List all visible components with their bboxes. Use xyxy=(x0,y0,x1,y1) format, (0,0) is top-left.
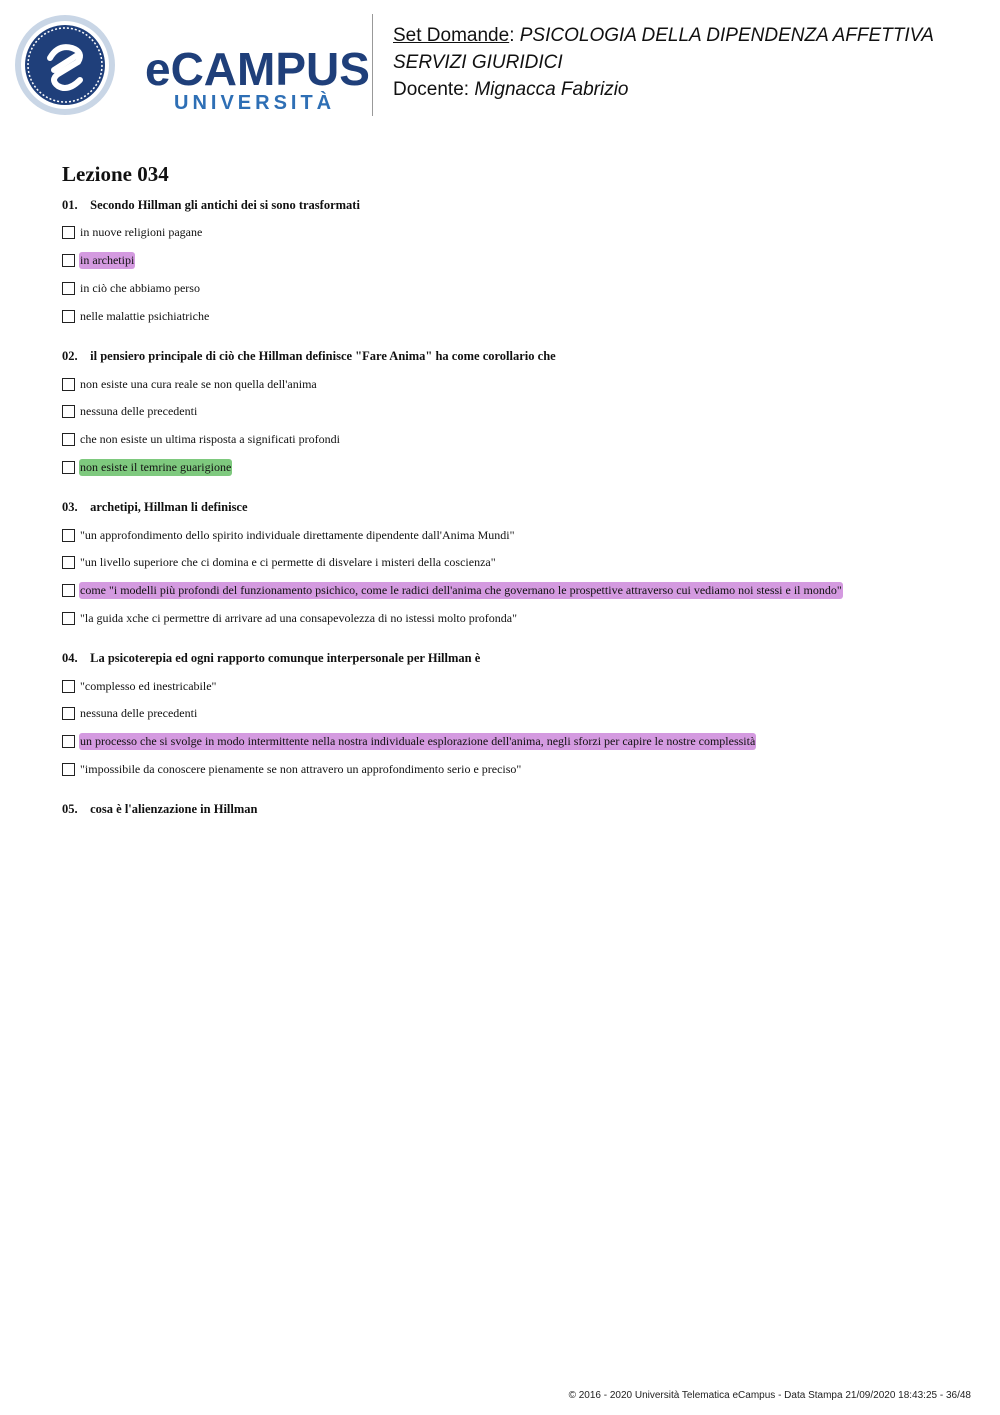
answer-option[interactable] xyxy=(62,224,203,241)
checkbox[interactable] xyxy=(62,461,75,474)
answer-option[interactable] xyxy=(62,582,843,599)
question-number: 03. xyxy=(62,500,78,514)
option-text: "complesso ed inestricabile" xyxy=(80,679,217,693)
question-number: 05. xyxy=(62,802,78,816)
answer-option[interactable] xyxy=(62,308,210,325)
page-footer: © 2016 - 2020 Università Telematica eCampus - Data Stampa 21/09/2020 18:43:25 - 36/48 xyxy=(568,1390,971,1401)
answer-option[interactable] xyxy=(62,252,135,269)
option-text: nessuna delle precedenti xyxy=(80,404,198,418)
answer-option[interactable] xyxy=(62,705,198,722)
answer-option[interactable] xyxy=(62,554,497,571)
checkbox[interactable] xyxy=(62,310,75,323)
checkbox[interactable] xyxy=(62,226,75,239)
answer-option[interactable] xyxy=(62,527,516,544)
option-text: che non esiste un ultima risposta a significati profondi xyxy=(80,432,340,446)
checkbox[interactable] xyxy=(62,707,75,720)
set-line-1: Set Domande: PSICOLOGIA DELLA DIPENDENZA AFFETTIVA xyxy=(393,25,934,46)
lesson-title: Lezione 034 xyxy=(62,162,169,186)
option-text: "un livello superiore che ci domina e ci permette di disvelare i misteri della coscienza" xyxy=(80,555,496,569)
option-text-highlighted: come "i modelli più profondi del funzionamento psichico, come le radici dell'anima che governano le prospettive attraverso cui vediamo noi stessi e il mondo" xyxy=(80,583,842,597)
checkbox[interactable] xyxy=(62,612,75,625)
checkbox[interactable] xyxy=(62,433,75,446)
answer-option[interactable] xyxy=(62,761,522,778)
question-2 xyxy=(62,349,556,364)
question-text: cosa è l'alienzazione in Hillman xyxy=(90,802,258,816)
option-text: in nuove religioni pagane xyxy=(80,225,203,239)
option-text: "impossibile da conoscere pienamente se non attravero un approfondimento serio e preciso" xyxy=(80,762,522,776)
question-number: 04. xyxy=(62,651,78,665)
question-3 xyxy=(62,500,248,515)
answer-option[interactable] xyxy=(62,610,518,627)
option-text: in ciò che abbiamo perso xyxy=(80,281,200,295)
question-text: il pensiero principale di ciò che Hillman definisce "Fare Anima" ha come corollario che xyxy=(90,349,556,363)
checkbox[interactable] xyxy=(62,529,75,542)
option-text: nessuna delle precedenti xyxy=(80,706,198,720)
option-text-highlighted: in archetipi xyxy=(80,253,135,267)
header-divider xyxy=(372,14,373,116)
option-text-highlighted: un processo che si svolge in modo intermittente nella nostra individuale esplorazione dell'anima, negli sforzi per capire le nostre complessità xyxy=(80,734,756,748)
question-text: La psicoterepia ed ogni rapporto comunque interpersonale per Hillman è xyxy=(90,651,481,665)
checkbox[interactable] xyxy=(62,584,75,597)
checkbox[interactable] xyxy=(62,735,75,748)
checkbox[interactable] xyxy=(62,378,75,391)
option-text: non esiste una cura reale se non quella dell'anima xyxy=(80,377,317,391)
set-title-line1: PSICOLOGIA DELLA DIPENDENZA AFFETTIVA xyxy=(519,25,934,46)
question-4 xyxy=(62,651,480,666)
checkbox[interactable] xyxy=(62,405,75,418)
checkbox[interactable] xyxy=(62,254,75,267)
option-text-highlighted: non esiste il temrine guarigione xyxy=(80,460,232,474)
question-text: Secondo Hillman gli antichi dei si sono trasformati xyxy=(90,198,360,212)
checkbox[interactable] xyxy=(62,680,75,693)
question-number: 02. xyxy=(62,349,78,363)
answer-option[interactable] xyxy=(62,678,217,695)
answer-option[interactable] xyxy=(62,733,756,750)
docente-label: Docente: xyxy=(393,79,470,100)
question-1 xyxy=(62,198,360,213)
question-text: archetipi, Hillman li definisce xyxy=(90,500,248,514)
answer-option[interactable] xyxy=(62,280,201,297)
option-text: nelle malattie psichiatriche xyxy=(80,309,210,323)
answer-option[interactable] xyxy=(62,403,198,420)
set-title-line2: SERVIZI GIURIDICI xyxy=(393,52,563,73)
checkbox[interactable] xyxy=(62,763,75,776)
answer-option[interactable] xyxy=(62,431,341,448)
option-text: "un approfondimento dello spirito individuale direttamente dipendente dall'Anima Mundi" xyxy=(80,528,515,542)
option-text: "la guida xche ci permettre di arrivare ad una consapevolezza di no istessi molto profonda" xyxy=(80,611,517,625)
answer-option[interactable] xyxy=(62,376,318,393)
question-5 xyxy=(62,802,257,817)
ecampus-logo xyxy=(14,14,370,116)
docente-line xyxy=(393,76,934,103)
question-number: 01. xyxy=(62,198,78,212)
ecampus-emblem-icon xyxy=(14,14,116,116)
answer-option[interactable] xyxy=(62,459,232,476)
logo-wordmark: eCAMPUS xyxy=(145,43,370,95)
logo-subtitle: UNIVERSITÀ xyxy=(174,92,336,114)
header-info xyxy=(393,22,934,103)
checkbox[interactable] xyxy=(62,556,75,569)
set-label: Set Domande xyxy=(393,25,510,46)
docente-name: Mignacca Fabrizio xyxy=(474,79,629,100)
checkbox[interactable] xyxy=(62,282,75,295)
